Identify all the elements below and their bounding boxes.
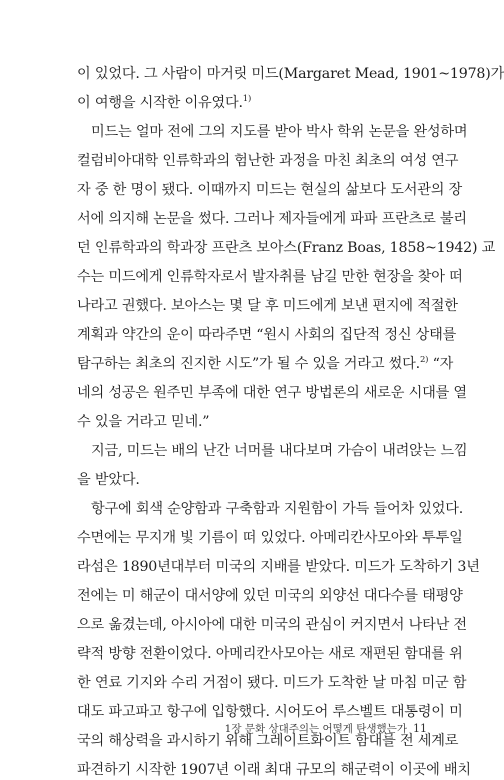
text-line: 으로 옮겼는데, 아시아에 대한 미국의 관심이 커지면서 나타난 전	[77, 617, 467, 633]
text-line: 계획과 약간의 운이 따라주면 “원시 사회의 집단적 정신 상태를	[77, 327, 457, 343]
text-line: 라섬은 1890년대부터 미국의 지배를 받았다. 미드가 도착하기 3년	[77, 559, 480, 575]
text-line: 이 있었다. 그 사람이 마거릿 미드(Margaret Mead, 1901~1978)가	[77, 66, 504, 82]
page-footer	[225, 721, 427, 736]
text-line: 수 있을 거라고 믿네.”	[77, 414, 210, 430]
paragraph-first-line: 지금, 미드는 배의 난간 너머를 내다보며 가슴이 내려앉는 느낌	[91, 443, 468, 459]
text-line: 을 받았다.	[77, 472, 140, 488]
text-line: 수는 미드에게 인류학자로서 발자취를 남길 만한 현장을 찾아 떠	[77, 269, 463, 285]
text-line: 한 연료 기지와 수리 거점이 됐다. 미드가 도착한 날 마침 미군 함	[77, 675, 467, 691]
running-footer-chapter: 1장 문화 상대주의는 어떻게 탄생했는가	[224, 723, 407, 735]
paragraph-first-line: 항구에 회색 순양함과 구축함과 지원함이 가득 들어차 있었다.	[91, 501, 464, 517]
text-line: 컬럼비아대학 인류학과의 험난한 과정을 마친 최초의 여성 연구	[77, 153, 459, 169]
page-number: 11	[413, 722, 427, 735]
text-line: 나라고 권했다. 보아스는 몇 달 후 미드에게 보낸 편지에 적절한	[77, 298, 458, 314]
text-line: 파견하기 시작한 1907년 이래 최대 규모의 해군력이 이곳에 배치	[77, 762, 471, 778]
text-line: 전에는 미 해군이 대서양에 있던 미국의 외양선 대다수를 태평양	[77, 588, 463, 604]
text-line: 자 중 한 명이 됐다. 이때까지 미드는 현실의 삶보다 도서관의 장	[77, 182, 463, 198]
text-line: 탐구하는 최초의 진지한 시도”가 될 수 있을 거라고 썼다.$^{2)}$ “자	[77, 355, 454, 372]
text-line: 던 인류학과의 학과장 프란츠 보아스(Franz Boas, 1858~1942) 교	[77, 240, 496, 256]
text-line: 네의 성공은 원주민 부족에 대한 연구 방법론의 새로운 시대를 열	[77, 385, 467, 401]
text-line: 수면에는 무지개 빛 기름이 떠 있었다. 아메리칸사모아와 투투일	[77, 530, 463, 546]
footnote-marker[interactable]: 2)	[419, 355, 429, 365]
footnote-marker[interactable]: 1)	[242, 94, 252, 104]
text-line: 서에 의지해 논문을 썼다. 그러나 제자들에게 파파 프란츠로 불리	[77, 211, 467, 227]
text-line: 이 여행을 시작한 이유였다.$^{1)}$	[77, 94, 252, 111]
paragraph-first-line: 미드는 얼마 전에 그의 지도를 받아 박사 학위 논문을 완성하며	[91, 124, 468, 140]
text-line: 국의 해상력을 과시하기 위해 그레이트화이트 함대를 전 세계로	[77, 733, 459, 749]
text-line: 략적 방향 전환이었다. 아메리칸사모아는 새로 재편된 함대를 위	[77, 646, 463, 662]
text-line: 대도 파고파고 항구에 입항했다. 시어도어 루스벨트 대통령이 미	[77, 704, 463, 720]
